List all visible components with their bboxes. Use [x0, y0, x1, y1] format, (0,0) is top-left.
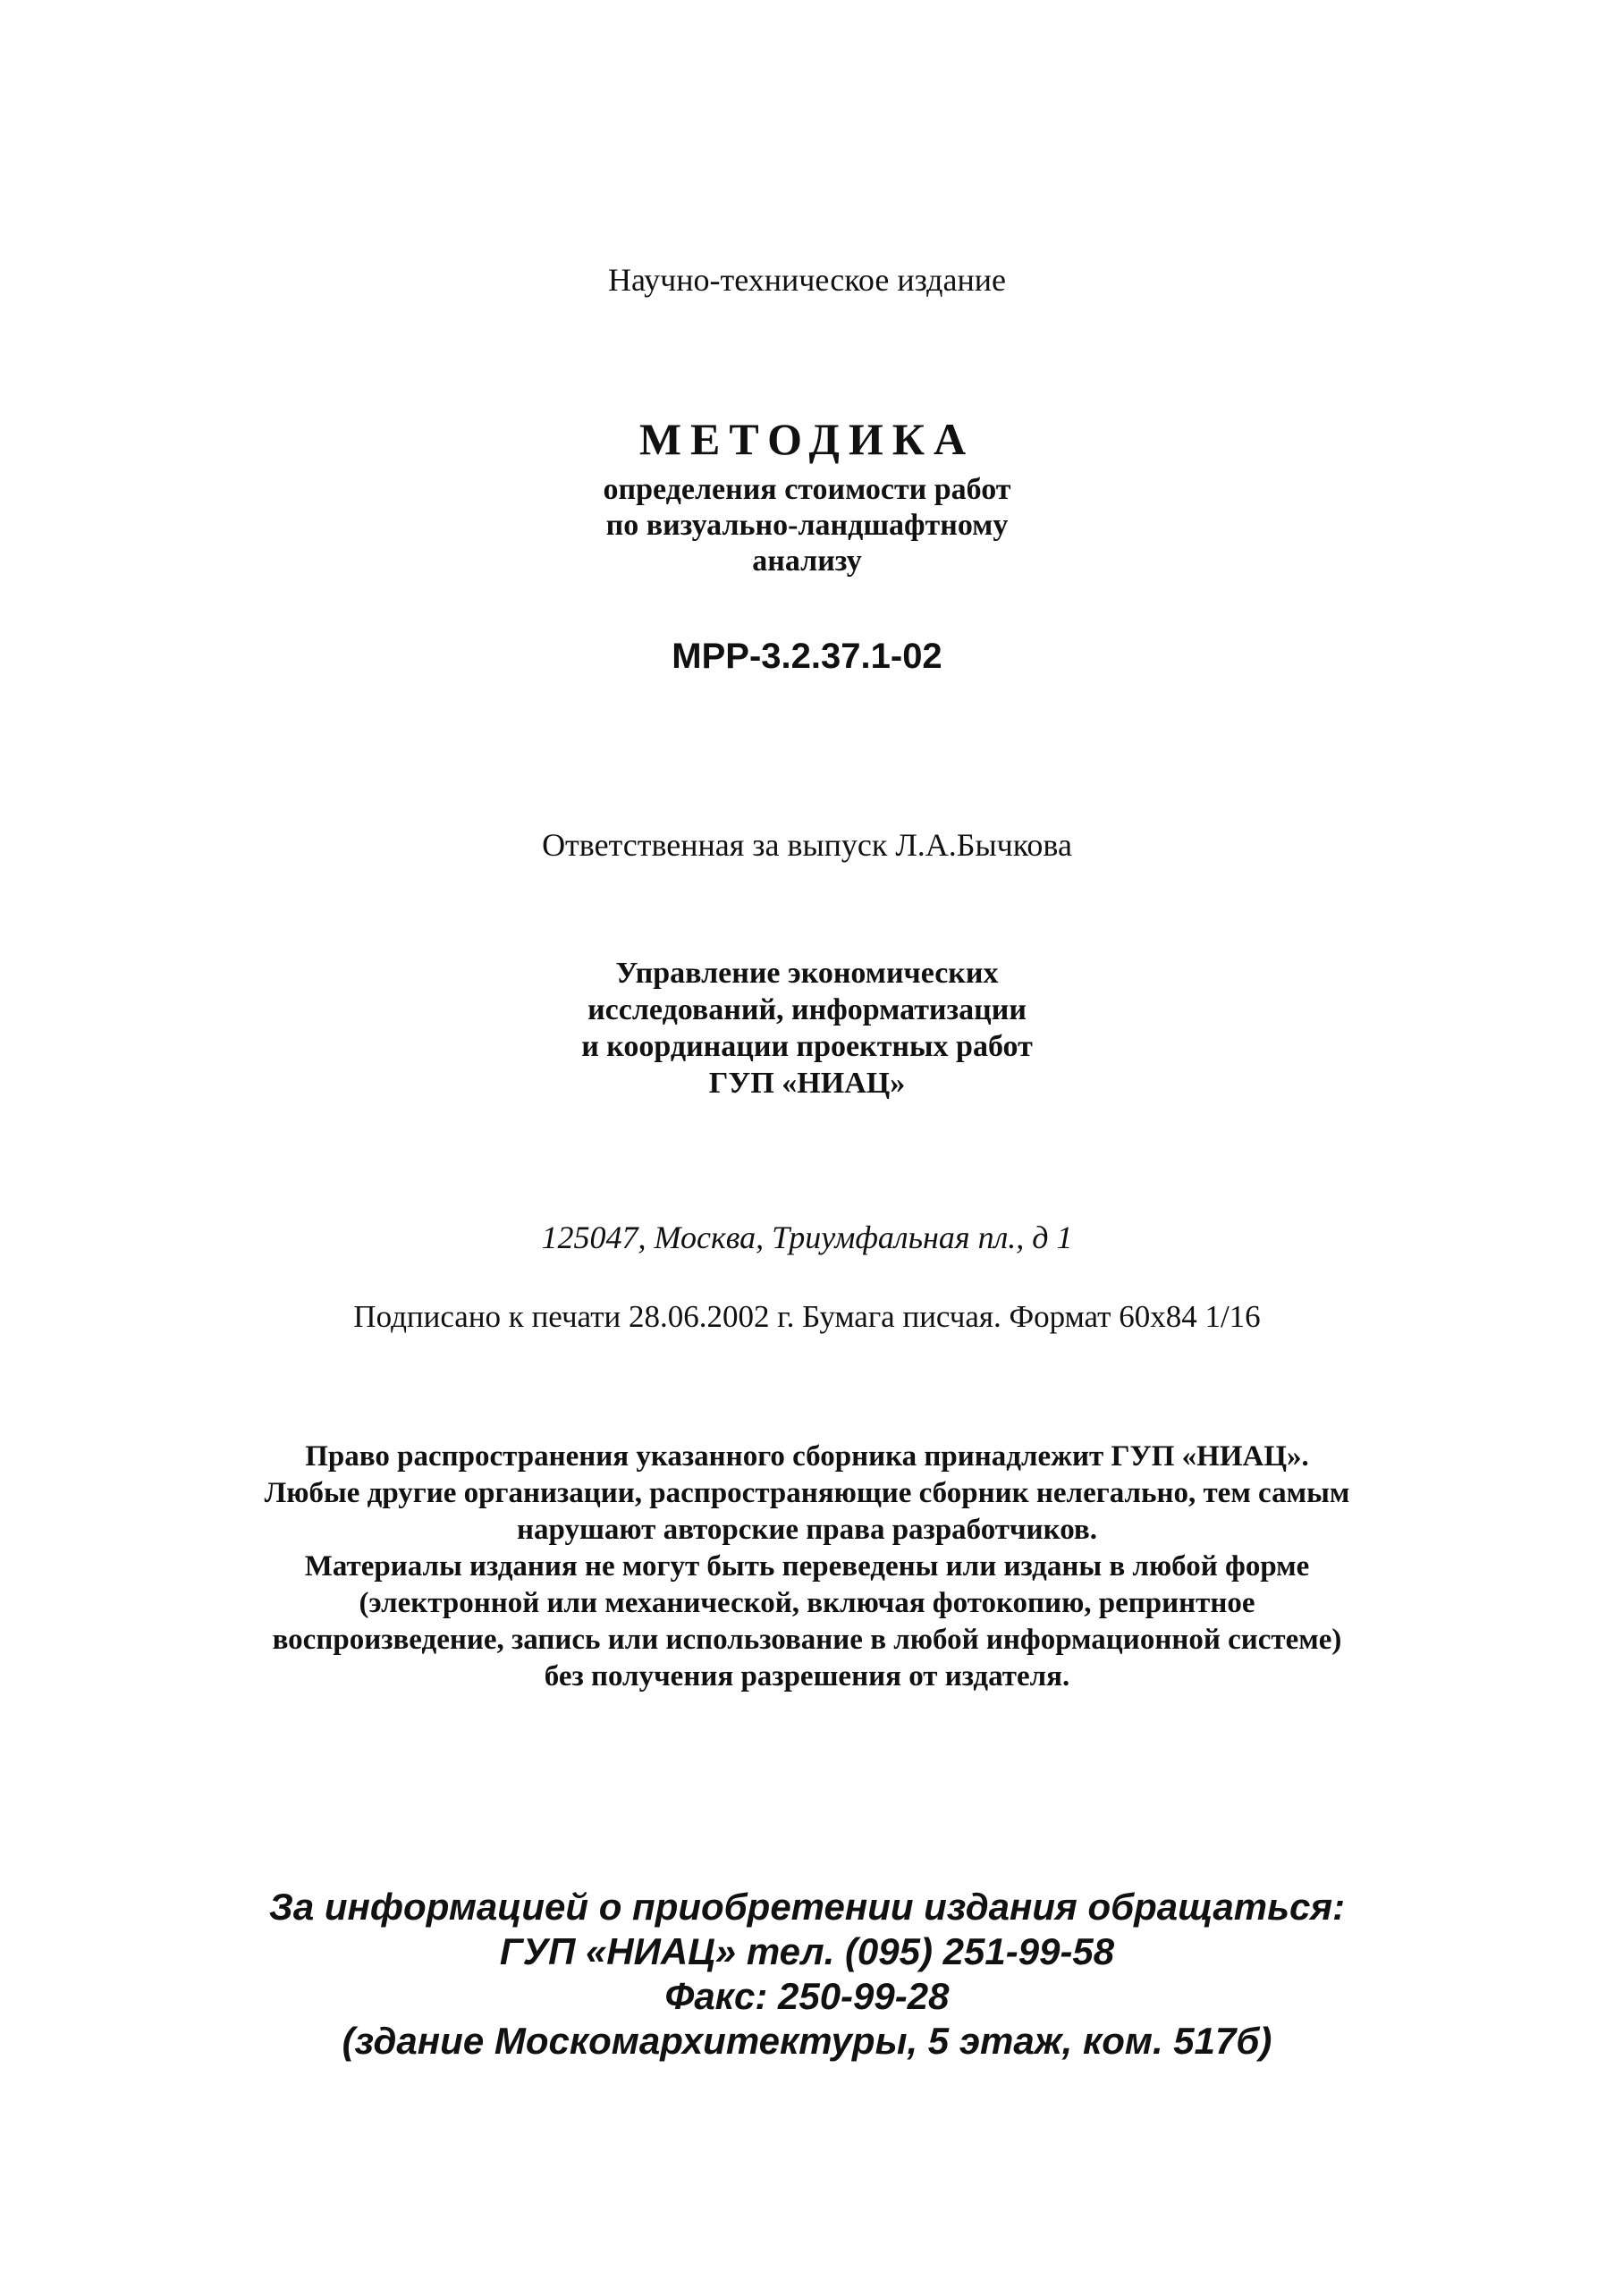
department-line: исследований, информатизации — [587, 993, 1027, 1026]
contact-phone: ГУП «НИАЦ» тел. (095) 251-99-58 — [499, 1930, 1115, 1972]
responsible-editor: Ответственная за выпуск Л.А.Бычкова — [542, 827, 1072, 863]
print-info: Подписано к печати 28.06.2002 г. Бумага писчая. Формат 60х84 1/16 — [353, 1299, 1261, 1334]
contact-location: (здание Москомархитектуры, 5 этаж, ком. 517б) — [342, 2020, 1272, 2062]
rights-line: нарушают авторские права разработчиков. — [517, 1514, 1097, 1546]
rights-line: Право распространения указанного сборника принадлежит ГУП «НИАЦ». — [305, 1440, 1309, 1473]
rights-line: воспроизведение, запись или использование в любой информационной системе) — [272, 1624, 1342, 1656]
rights-line: без получения разрешения от издателя. — [544, 1660, 1070, 1692]
document-title: МЕТОДИКА — [638, 414, 976, 464]
subtitle-line: анализу — [752, 544, 862, 578]
rights-line: Материалы издания не могут быть переведены или изданы в любой форме — [304, 1550, 1310, 1583]
department-line: ГУП «НИАЦ» — [708, 1067, 906, 1100]
contact-fax: Факс: 250-99-28 — [664, 1975, 950, 2017]
department-line: и координации проектных работ — [581, 1030, 1033, 1063]
department-line: Управление экономических — [615, 957, 999, 990]
rights-line: Любые другие организации, распространяющие сборник нелегально, тем самым — [264, 1477, 1350, 1509]
rights-line: (электронной или механической, включая фотокопию, репринтное — [359, 1587, 1255, 1619]
contact-line: За информацией о приобретении издания обращаться: — [268, 1886, 1346, 1928]
publisher-address: 125047, Москва, Триумфальная пл., д 1 — [541, 1220, 1073, 1255]
subtitle-line: по визуально-ландшафтному — [605, 509, 1009, 542]
subtitle-line: определения стоимости работ — [603, 473, 1011, 506]
document-code: МРР-3.2.37.1-02 — [672, 637, 942, 676]
edition-type: Научно-техническое издание — [608, 262, 1006, 298]
